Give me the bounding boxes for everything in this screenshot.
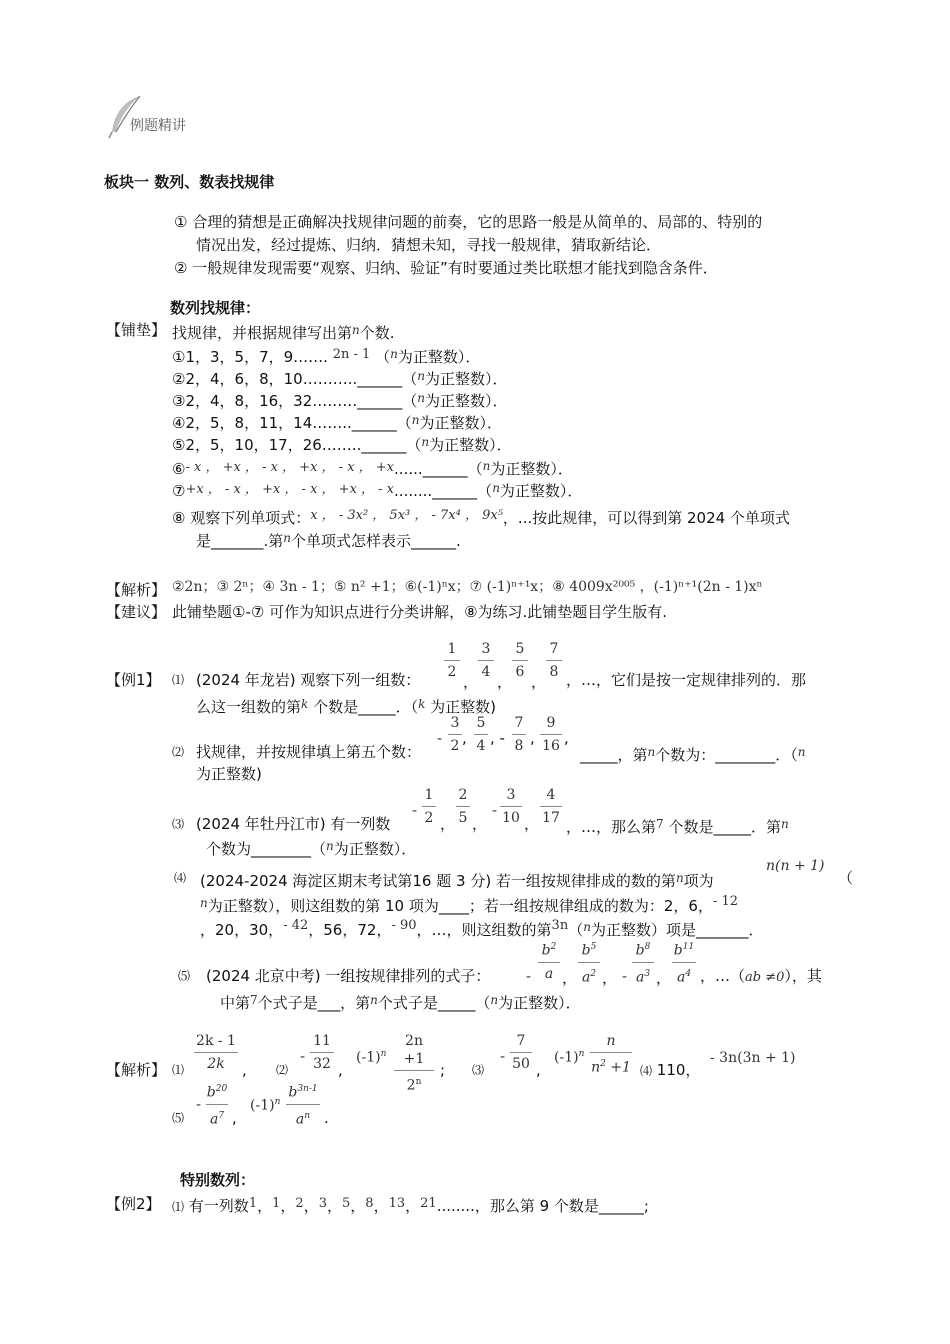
- ex1-q3-b: ，…，那么第$^7$ 个数是_____．第$^n$: [566, 817, 789, 836]
- ex2-q1: ⑴ 有一列数1，1，2，3，5，8，13，21........，那么第 9 个数是______;: [172, 1196, 649, 1215]
- sep: ;: [440, 1061, 446, 1079]
- sep: ，: [440, 815, 456, 833]
- ex1-tag: 【例1】: [106, 671, 161, 689]
- minus: -: [622, 967, 628, 985]
- jiexi2-p1: ⑴: [172, 1063, 185, 1077]
- minus: -: [412, 801, 418, 819]
- ex1-q1-b: ，…，它们是按一定规律排列的．那: [566, 671, 807, 689]
- ans2b-frac: 2n +1 2$^n$: [394, 1032, 434, 1095]
- ans3-frac: 7 50: [510, 1032, 532, 1073]
- ans4-expr: - 3n(3n + 1): [710, 1050, 796, 1066]
- item-1: ①1，3，5，7，9……. 2n - 1 （$^n$为正整数）．: [172, 347, 481, 366]
- ex1-q4-formula: n(n + 1): [766, 858, 825, 874]
- jiexi1-tag: 【解析】: [106, 581, 167, 599]
- ex1-q4-a: (2024-2024 海淀区期末考试第16 题 3 分) 若一组按规律排成的数的第$^n$项为: [200, 871, 714, 890]
- intro-p2: ② 一般规律发现需要“观察、归纳、验证”有时要通过类比联想才能找到隐含条件．: [174, 259, 718, 277]
- ex1-q1-c: 么这一组数的第$^k$ 个数是_____．（$^k$ 为正整数): [196, 697, 497, 716]
- jiexi2-p3: ⑶: [472, 1063, 485, 1077]
- ex1-q3-num: ⑶: [172, 817, 185, 831]
- ex1-q5-frac-3: $b^8$ $a^3$: [632, 938, 654, 986]
- sep: ,: [232, 1109, 237, 1127]
- ex1-q5-d: 中第$^7$个式子是___，第$^n$个式子是_____（$^n$为正整数）．: [220, 993, 581, 1012]
- item-6: ⑥- x ， +x ， - x ， +x ， - x ， +x......______（$^n$为正整数）．: [172, 459, 573, 478]
- item-8-line2: 是_______.第$^n$个单项式怎样表示______.: [196, 531, 461, 550]
- ex1-q2-frac-4: 9 16: [540, 714, 562, 755]
- sep: ，: [524, 815, 540, 833]
- jiexi2-p5: ⑸: [172, 1111, 185, 1125]
- jianyi-tag: 【建议】: [106, 603, 167, 621]
- ex1-q4-d: ，20，30，- 42，56，72，- 90，…，则这组数的第3n（$^n$为正整数）项是_______．: [200, 918, 764, 939]
- item-7: ⑦+x ， - x ， +x ， - x ， +x ， - x........______（$^n$为正整数）．: [172, 481, 583, 500]
- ans5-frac: $b^{20}$ $a^7$: [206, 1084, 228, 1128]
- ex2-tag: 【例2】: [106, 1195, 161, 1213]
- ex1-q2-frac-3: 7 8: [512, 714, 526, 755]
- ex1-q2-a: 找规律，并按规律填上第五个数：: [196, 743, 422, 761]
- minus: -: [492, 801, 498, 819]
- ans2-frac: 11 32: [310, 1032, 334, 1073]
- sep: ,: [338, 1061, 343, 1079]
- ex1-q5-frac-2: $b^5$ $a^2$: [578, 938, 600, 986]
- sep: ，: [562, 969, 578, 987]
- ex1-q2-frac-1: 3 2: [448, 714, 462, 755]
- ex1-q3-frac-3: 3 10: [500, 786, 522, 827]
- item-3: ③2，4，8，16，32………______（$^n$为正整数）．: [172, 391, 508, 410]
- sep: ,: [530, 729, 535, 747]
- ans5-sign: $(-1)^n$: [250, 1097, 281, 1114]
- ex1-q2-d: 为正整数): [196, 765, 262, 783]
- ex1-q4-c: $^n$为正整数），则这组数的第 10 项为____；若一组按规律组成的数为：2，6，- 12: [200, 894, 739, 915]
- minus: -: [196, 1095, 202, 1113]
- pudian-tag: 【铺垫】: [106, 321, 167, 339]
- sep: ，: [531, 673, 547, 691]
- item-8: ⑧ 观察下列单项式：x ， - 3x² ， 5x³ ， - 7x⁴ ， 9x⁵，...按此规律，可以得到第 2024 个单项式: [172, 508, 790, 527]
- ans2-sign: $(-1)^n$: [356, 1049, 387, 1066]
- ex1-q1-frac-1: 1 2: [444, 640, 460, 681]
- jiexi2-p4: ⑷ 110，: [640, 1061, 701, 1079]
- ex1-q1-a: (2024 年龙岩) 观察下列一组数：: [196, 671, 421, 689]
- section-title: 板块一 数列、数表找规律: [104, 173, 275, 191]
- sep: ，: [472, 815, 488, 833]
- ex1-q3-frac-2: 2 5: [456, 786, 470, 827]
- sep: ,: [462, 729, 467, 747]
- ex1-q1-frac-3: 5 6: [512, 640, 528, 681]
- ex1-q1-frac-4: 7 8: [546, 640, 562, 681]
- sep: .: [324, 1109, 329, 1127]
- sep: ，: [497, 673, 513, 691]
- ex1-q1-frac-2: 3 4: [478, 640, 494, 681]
- sep: ，: [463, 673, 479, 691]
- page-header-title: 例题精讲: [130, 118, 186, 134]
- jiexi2-tag: 【解析】: [106, 1061, 167, 1079]
- ex1-q1-num: ⑴: [172, 673, 185, 687]
- item-4: ④2，5，8，11，14……..______（$^n$为正整数）．: [172, 413, 503, 432]
- ans5b-frac: $b^{3n-1}$ $a^n$: [286, 1080, 320, 1128]
- sep: ,: [242, 1061, 247, 1079]
- ans3b-frac: n $n^2 +1$: [591, 1033, 631, 1076]
- ex1-q2-b: _____，第$^n$个数为：________．（$^n$: [580, 745, 806, 764]
- ans1-frac: 2k - 1 2k: [194, 1032, 238, 1073]
- subheading-sequence: 数列找规律：: [170, 299, 261, 317]
- ex1-q5-b: ，…（ab ≠0），其: [700, 967, 822, 985]
- subheading-special: 特别数列：: [180, 1171, 256, 1189]
- jiexi1-text: ②2n；③ 2ⁿ；④ 3n - 1；⑤ n² +1；⑥(-1)ⁿx；⑦ (-1)ⁿ⁺¹x；⑧ 4009x²⁰⁰⁵ ，(-1)ⁿ⁺¹(2n - 1)xⁿ: [172, 579, 763, 595]
- ex1-q2-num: ⑵: [172, 745, 185, 759]
- sep: ，: [602, 969, 618, 987]
- ex1-q3-frac-1: 1 2: [422, 786, 436, 827]
- minus: -: [300, 1047, 306, 1065]
- ex1-q2-frac-2: 5 4: [474, 714, 488, 755]
- minus: -: [437, 729, 443, 747]
- intro-p1b: 情况出发，经过提炼、归纳．猜想未知，寻找一般规律，猜取新结论．: [196, 236, 662, 254]
- intro-p1a: ① 合理的猜想是正确解决找规律问题的前奏，它的思路一般是从简单的、局部的、特别的: [174, 213, 763, 231]
- minus: -: [526, 967, 532, 985]
- item-5: ⑤2，5，10，17，26……..______（$^n$为正整数）．: [172, 435, 512, 454]
- jianyi-text: 此铺垫题①-⑦ 可作为知识点进行分类讲解，⑧为练习.此铺垫题目学生版有.: [172, 603, 668, 621]
- sep: ，: [656, 969, 672, 987]
- ex1-q3-d: 个数为________（$^n$为正整数）．: [206, 839, 417, 858]
- pudian-lead: 找规律，并根据规律写出第$^n$个数.: [172, 323, 395, 342]
- item-2: ②2，4，6，8，10………..______（$^n$为正整数）．: [172, 369, 508, 388]
- ans3-sign: $(-1)^n$: [554, 1049, 585, 1066]
- ex1-q5-num: ⑸: [178, 969, 191, 983]
- sep: ,: [564, 729, 569, 747]
- minus: -: [500, 1047, 506, 1065]
- ex1-q4-num: ⑷: [174, 871, 187, 885]
- ex1-q3-frac-4: 4 17: [540, 786, 562, 827]
- jiexi2-p2: ⑵: [276, 1063, 289, 1077]
- sep: ,: [536, 1061, 541, 1079]
- ex1-q5-a: (2024 北京中考) 一组按规律排列的式子：: [206, 967, 491, 985]
- ex1-q5-frac-4: $b^{11}$ $a^4$: [673, 942, 695, 986]
- ex1-q5-frac-1: $b^2$ a: [538, 938, 560, 983]
- sep: , -: [490, 729, 505, 747]
- ex1-q3-a: (2024 年牡丹江市) 有一列数: [196, 815, 391, 833]
- ex1-q4-paren: （: [838, 869, 854, 887]
